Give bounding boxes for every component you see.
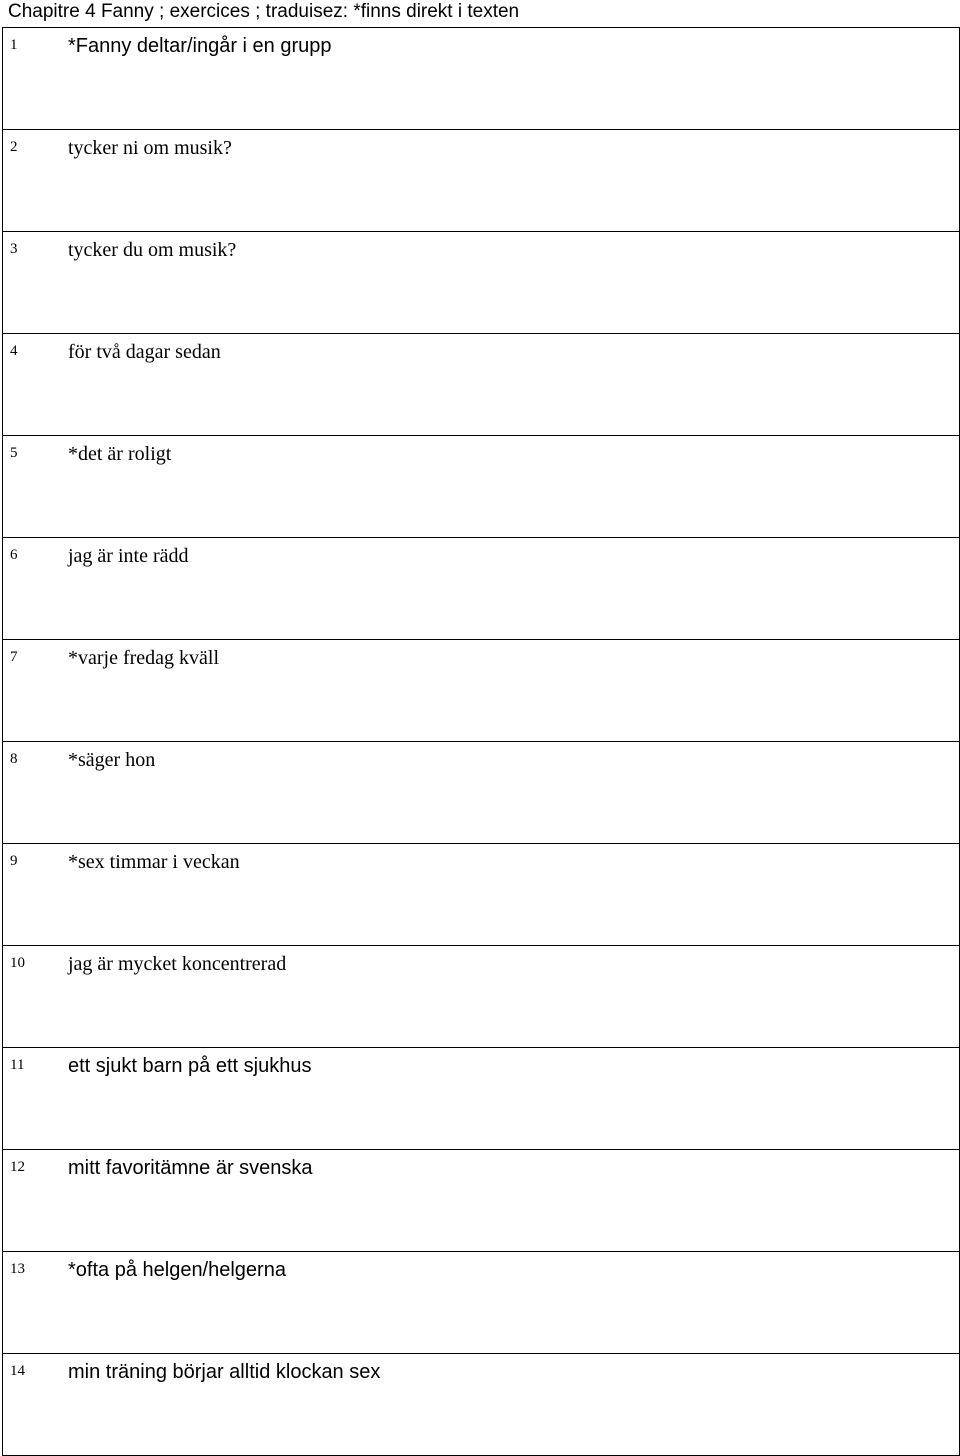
row-number: 6 [10,547,18,563]
row-number: 14 [10,1363,25,1379]
exercise-table [2,27,960,1456]
row-text: *ofta på helgen/helgerna [68,1259,286,1281]
row-text: jag är mycket koncentrerad [68,953,287,975]
row-text: ett sjukt barn på ett sjukhus [68,1055,312,1077]
row-number: 4 [10,343,18,359]
table-row [3,1048,959,1150]
row-number: 5 [10,445,18,461]
row-number: 12 [10,1159,25,1175]
row-text: jag är inte rädd [68,545,189,567]
row-text: *Fanny deltar/ingår i en grupp [68,35,332,57]
table-row [3,742,959,844]
row-number: 3 [10,241,18,257]
table-row [3,232,959,334]
row-number: 1 [10,37,18,53]
row-number: 7 [10,649,18,665]
row-text: min träning börjar alltid klockan sex [68,1361,381,1383]
row-text: *varje fredag kväll [68,647,220,669]
row-number: 8 [10,751,18,767]
table-row [3,1354,959,1456]
table-row [3,946,959,1048]
table-row [3,538,959,640]
table-row [3,1150,959,1252]
row-text: mitt favoritämne är svenska [68,1157,313,1179]
table-row [3,436,959,538]
table-row [3,640,959,742]
row-text: *det är roligt [68,443,172,465]
row-number: 11 [10,1057,25,1073]
table-row [3,844,959,946]
row-number: 9 [10,853,18,869]
table-row [3,130,959,232]
row-number: 10 [10,955,25,971]
row-number: 13 [10,1261,25,1277]
row-text: tycker ni om musik? [68,137,232,159]
table-row [3,28,959,130]
table-row [3,334,959,436]
row-text: tycker du om musik? [68,239,237,261]
row-text: *säger hon [68,749,156,771]
row-number: 2 [10,139,18,155]
page-title: Chapitre 4 Fanny ; exercices ; traduisez: *finns direkt i texten [8,1,520,22]
table-row [3,1252,959,1354]
row-text: för två dagar sedan [68,341,221,363]
row-text: *sex timmar i veckan [68,851,240,873]
